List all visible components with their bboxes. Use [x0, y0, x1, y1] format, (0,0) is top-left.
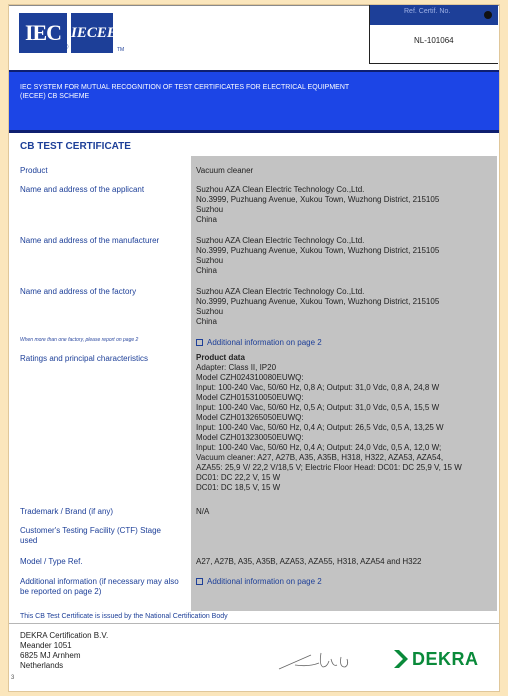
- ratings-value: [196, 353, 492, 493]
- certificate-page: [8, 4, 500, 692]
- issued-by-statement: This CB Test Certificate is issued by the National Certification Body: [20, 613, 228, 620]
- dekra-logo: [392, 647, 492, 671]
- applicant-value: Suzhou AZA Clean Electric Technology Co.,Ltd. No.3999, Puzhuang Avenue, Xukou Town, Wuzhong District, 215105 Suzhou China: [196, 185, 440, 224]
- footer-divider: [9, 623, 499, 624]
- dekra-logo-text: DEKRA: [412, 649, 479, 669]
- iec-logo: IEC: [19, 13, 67, 53]
- factory-note-text: Additional information on page 2: [207, 338, 322, 347]
- ratings-text: Adapter: Class II, IP20 Model CZH024310080EUWQ: Input: 100-240 Vac, 50/60 Hz, 0,8 A; Output: 31,0 Vdc, 0,8 A, 24,8 W Model CZH015310050EUWQ: Input: 100-240 Vac, 50/60 Hz, 0,5 A; Output: 31,0 Vdc, 0,5 A, 15,5 W Model CZH013265050EUWQ: Input: 100-240 Vac, 50/60 Hz, 0,4 A; Output: 26,5 Vdc, 0,5 A, 13,25 W Model CZH013230050EUWQ: Input: 100-240 Vac, 50/60 Hz, 0,4 A; Output: 24,0 Vdc, 0,5 A, 12,0 W; Vacuum cleaner: A27, A27B, A35, A35B, H318, H322, AZA53, AZA54, AZA55: 25,9 V/ 22,2 V/18,5 V; Electric Floor Head: DC01: DC 25,9 V, 15 W DC01: DC 22,2 V, 15 W DC01: DC 18,5 V, 15 W: [196, 363, 462, 492]
- checkbox-icon[interactable]: [196, 578, 203, 585]
- checkbox-icon[interactable]: [196, 339, 203, 346]
- reference-bar: [370, 5, 498, 25]
- manufacturer-value: Suzhou AZA Clean Electric Technology Co.,Ltd. No.3999, Puzhuang Avenue, Xukou Town, Wuzhong District, 215105 Suzhou China: [196, 236, 440, 275]
- reference-number: NL-101064: [414, 36, 454, 45]
- factory-value: Suzhou AZA Clean Electric Technology Co.,Ltd. No.3999, Puzhuang Avenue, Xukou Town, Wuzhong District, 215105 Suzhou China: [196, 287, 440, 326]
- scheme-banner: [9, 70, 499, 133]
- banner-text: [20, 83, 490, 101]
- trademark-value: N/A: [196, 507, 210, 516]
- additional-text: Additional information on page 2: [207, 577, 322, 586]
- reference-label: Ref. Certif. No.: [404, 8, 451, 15]
- trademark-label: Trademark / Brand (if any): [20, 507, 114, 516]
- ratings-heading: Product data: [196, 353, 245, 362]
- banner-line-1: IEC SYSTEM FOR MUTUAL RECOGNITION OF TEST CERTIFICATES FOR ELECTRICAL EQUIPMENT: [20, 84, 350, 91]
- stamp-icon: [484, 11, 492, 19]
- additional-label: Additional information (if necessary may also be reported on page 2): [20, 577, 179, 596]
- dekra-mark-icon: [392, 647, 410, 671]
- banner-line-2: (IECEE) CB SCHEME: [20, 93, 90, 100]
- manufacturer-label: Name and address of the manufacturer: [20, 236, 160, 245]
- model-label: Model / Type Ref.: [20, 557, 83, 566]
- certificate-title: CB TEST CERTIFICATE: [20, 141, 131, 152]
- trademark-mark: TM: [117, 47, 125, 53]
- reference-box: [369, 5, 498, 64]
- ctf-label: Customer's Testing Facility (CTF) Stage used: [20, 526, 161, 545]
- factory-label: Name and address of the factory: [20, 287, 137, 296]
- ratings-label: Ratings and principal characteristics: [20, 354, 149, 363]
- factory-note-value[interactable]: [196, 338, 492, 348]
- additional-value[interactable]: [196, 577, 492, 587]
- applicant-label: Name and address of the applicant: [20, 185, 145, 194]
- registered-mark: ®: [64, 45, 69, 51]
- product-label: Product: [20, 166, 48, 175]
- product-value: Vacuum cleaner: [196, 166, 254, 175]
- factory-note-label: When more than one factory, please report on page 2: [20, 337, 139, 343]
- page-mark: 3: [11, 675, 15, 681]
- model-value: A27, A27B, A35, A35B, AZA53, AZA55, H318, AZA54 and H322: [196, 557, 422, 566]
- issuer-address: DEKRA Certification B.V. Meander 1051 6825 MJ Arnhem Netherlands: [20, 631, 109, 670]
- iecee-logo: IECEE: [71, 13, 113, 53]
- signature-icon: [275, 645, 357, 675]
